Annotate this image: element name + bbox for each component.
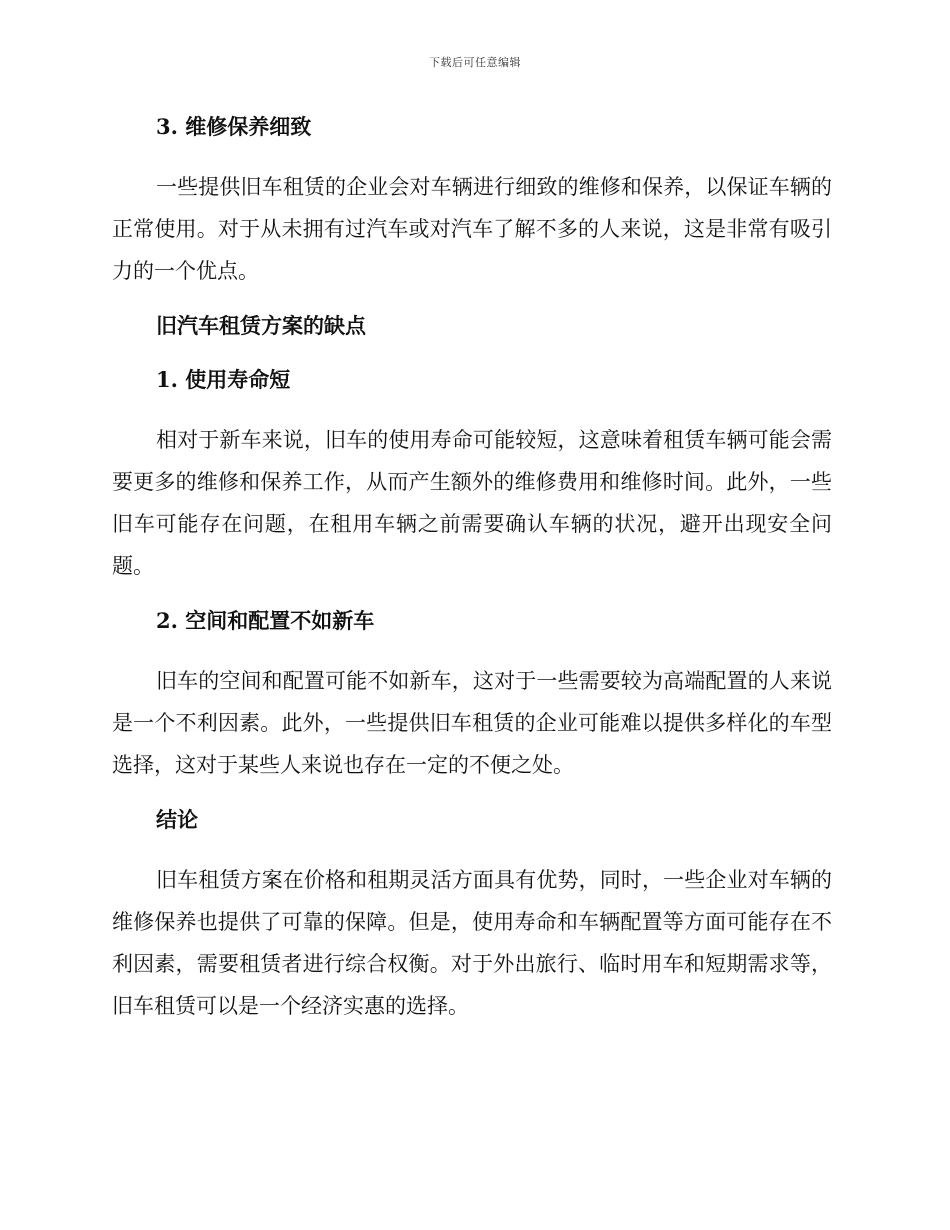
page-header: 下载后可任意编辑 — [429, 56, 521, 69]
document-body — [112, 112, 832, 1027]
section-heading-space-config: 2. 空间和配置不如新车 — [156, 608, 375, 633]
section-paragraph-maintenance: 一些提供旧车租赁的企业会对车辆进行细致的维修和保养，以保证车辆的正常使用。对于从未拥有过汽车或对汽车了解不多的人来说，这是非常有吸引力的一个优点。 — [112, 175, 832, 283]
section-heading-short-lifespan: 1. 使用寿命短 — [156, 367, 291, 392]
section-heading-disadvantages: 旧汽车租赁方案的缺点 — [156, 313, 366, 338]
section-paragraph-conclusion: 旧车租赁方案在价格和租期灵活方面具有优势，同时，一些企业对车辆的维修保养也提供了可靠的保障。但是，使用寿命和车辆配置等方面可能存在不利因素，需要租赁者进行综合权衡。对于外出旅行、临时用车和短期需求等，旧车租赁可以是一个经济实惠的选择。 — [112, 868, 832, 1018]
section-paragraph-space-config: 旧车的空间和配置可能不如新车，这对于一些需要较为高端配置的人来说是一个不利因素。此外，一些提供旧车租赁的企业可能难以提供多样化的车型选择，这对于某些人来说也存在一定的不便之处。 — [112, 669, 832, 777]
section-heading-conclusion: 结论 — [156, 807, 198, 832]
section-heading-maintenance: 3. 维修保养细致 — [156, 114, 312, 139]
section-paragraph-short-lifespan: 相对于新车来说，旧车的使用寿命可能较短，这意味着租赁车辆可能会需要更多的维修和保养工作，从而产生额外的维修费用和维修时间。此外，一些旧车可能存在问题，在租用车辆之前需要确认车辆的状况，避开出现安全问题。 — [112, 428, 832, 578]
